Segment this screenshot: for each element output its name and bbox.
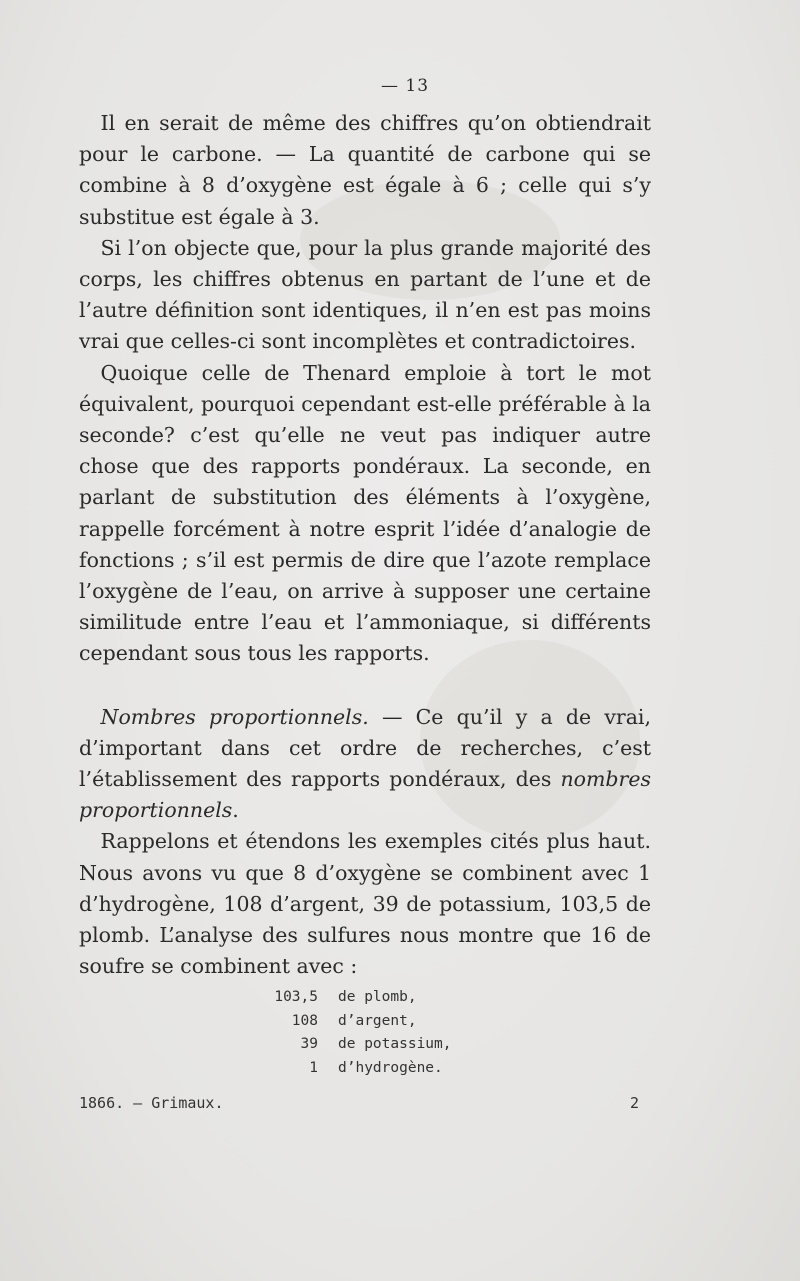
paragraph — [79, 358, 651, 670]
page-footer — [79, 1094, 639, 1112]
table-label: d’argent, — [338, 1012, 417, 1029]
signature-number: 2 — [629, 1094, 639, 1112]
combination-table — [230, 986, 452, 1080]
table-label: de potassium, — [338, 1036, 452, 1052]
paragraph — [79, 108, 651, 233]
paragraph-text: Si l’on objecte que, pour la plus grande majorité des corps, les chiffres obtenus en partant de l’une et de l’autre définition sont identiques, il n’en est pas moins vrai que celles-ci sont incomplètes et contradictoires. — [79, 235, 651, 354]
page-number: — 13 — [380, 76, 430, 96]
paragraph — [79, 702, 651, 827]
table-label: d’hydrogène. — [338, 1059, 443, 1076]
paragraph-text: — Ce qu’il y a de vrai, d’important dans cet ordre de recherches, c’est l’établissement des rapports pondéraux, des — [79, 704, 651, 792]
table-value: 108 — [291, 1012, 318, 1029]
table-label: de plomb, — [338, 989, 417, 1005]
paragraph-text: Il en serait de même des chiffres qu’on obtiendrait pour le carbone. — La quantité de carbone qui se combine à 8 d’oxygène est égale à 6 ; celle qui s’y substitue est égale à 3. — [79, 111, 651, 229]
table-row — [230, 1010, 452, 1034]
paragraph-text: . — [232, 798, 239, 823]
table-value: 1 — [309, 1059, 318, 1076]
paragraph-text: Quoique celle de Thenard emploie à tort le mot équivalent, pourquoi cependant est-elle préférable à la seconde? c’est qu’elle ne veut pas indiquer autre chose que des rapports pondéraux. La seconde, en parlant de substitution des éléments à l’oxygène, rappelle forcément à notre esprit l’idée d’analogie de fonctions ; s’il est permis de dire que l’azote remplace l’oxygène de l’eau, on arrive à supposer une certaine similitude entre l’eau et l’ammoniaque, si différents cependant sous tous les rapports. — [79, 360, 651, 666]
paragraph — [79, 826, 651, 982]
paragraph-text: Rappelons et étendons les exemples cités plus haut. Nous avons vu que 8 d’oxygène se combinent avec 1 d’hydrogène, 108 d’argent, 39 de potassium, 103,5 de plomb. L’analyse des sulfures nous montre que 16 de soufre se combinent avec : — [79, 829, 651, 979]
italic-term: nombres proportionnels — [79, 767, 651, 823]
paragraph — [79, 233, 651, 358]
body-text — [79, 108, 651, 982]
italic-term: Nombres proportionnels. — [100, 704, 369, 729]
table-value: 39 — [300, 1036, 318, 1052]
table-value: 103,5 — [274, 989, 318, 1005]
table-row — [230, 986, 452, 1010]
table-row — [230, 1057, 452, 1081]
signature-mark: 1866. — Grimaux. — [79, 1094, 224, 1112]
table-row — [230, 1033, 452, 1057]
